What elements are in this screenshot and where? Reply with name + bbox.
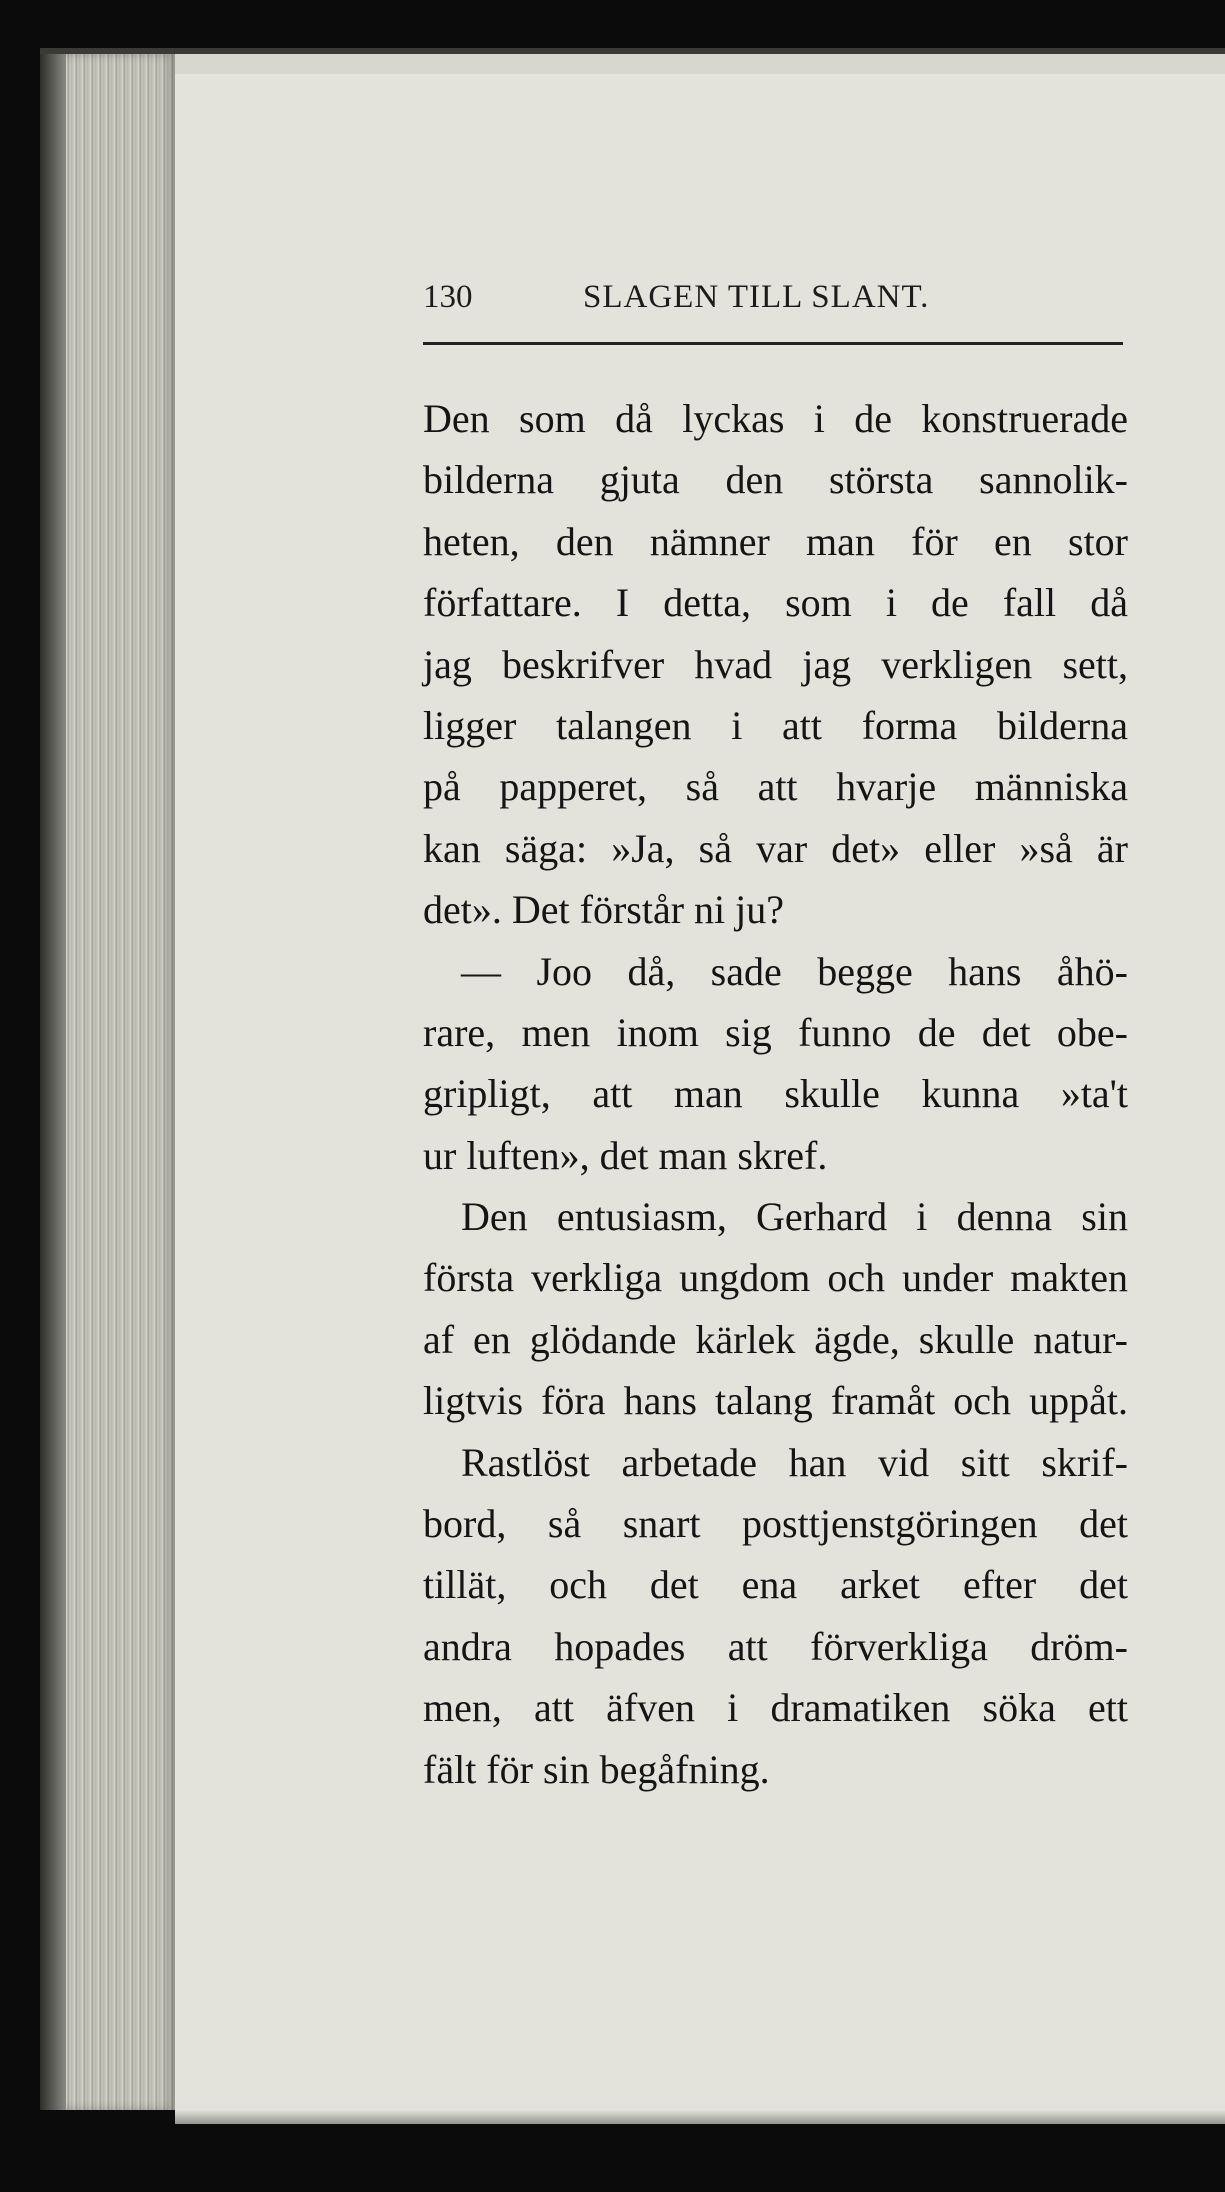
text-line: — Joo då, sade begge hans åhö- — [461, 948, 1128, 994]
text-line: men, att äfven i dramatiken söka ett — [423, 1685, 1128, 1731]
page-header — [423, 275, 1123, 325]
page-number: 130 — [423, 279, 473, 315]
text-line: bilderna gjuta den största sannolik- — [423, 457, 1128, 503]
text-line: tillät, och det ena arket efter det — [423, 1562, 1128, 1608]
page-edges — [40, 54, 175, 2110]
text-line: af en glödande kärlek ägde, skulle natur- — [423, 1316, 1128, 1362]
text-line: rare, men inom sig funno de det obe- — [423, 1009, 1128, 1055]
text-line: heten, den nämner man för en stor — [423, 518, 1128, 564]
text-line: Rastlöst arbetade han vid sitt skrif- — [461, 1439, 1128, 1485]
text-line: ur luften», det man skref. — [423, 1132, 828, 1178]
text-line: jag beskrifver hvad jag verkligen sett, — [423, 641, 1128, 687]
text-line: författare. I detta, som i de fall då — [423, 580, 1128, 626]
text-line: ligtvis föra hans talang framåt och uppåt. — [423, 1378, 1128, 1424]
text-line: på papperet, så att hvarje människa — [423, 764, 1128, 810]
body-text — [423, 388, 1128, 1800]
running-title: SLAGEN TILL SLANT. — [583, 279, 930, 315]
text-line: Den entusiasm, Gerhard i denna sin — [461, 1194, 1128, 1240]
text-line: fält för sin begåfning. — [423, 1746, 770, 1792]
text-line: kan säga: »Ja, så var det» eller »så är — [423, 825, 1128, 871]
header-rule — [423, 342, 1123, 345]
text-line: bord, så snart posttjenstgöringen det — [423, 1501, 1128, 1547]
text-line: andra hopades att förverkliga dröm- — [423, 1623, 1128, 1669]
text-line: första verkliga ungdom och under makten — [423, 1255, 1128, 1301]
page-shadow — [175, 2110, 1225, 2124]
text-line: Den som då lyckas i de konstruerade — [423, 396, 1128, 441]
text-line: gripligt, att man skulle kunna »ta't — [423, 1071, 1128, 1117]
text-line: det». Det förstår ni ju? — [423, 887, 784, 933]
text-line: ligger talangen i att forma bilderna — [423, 702, 1128, 748]
